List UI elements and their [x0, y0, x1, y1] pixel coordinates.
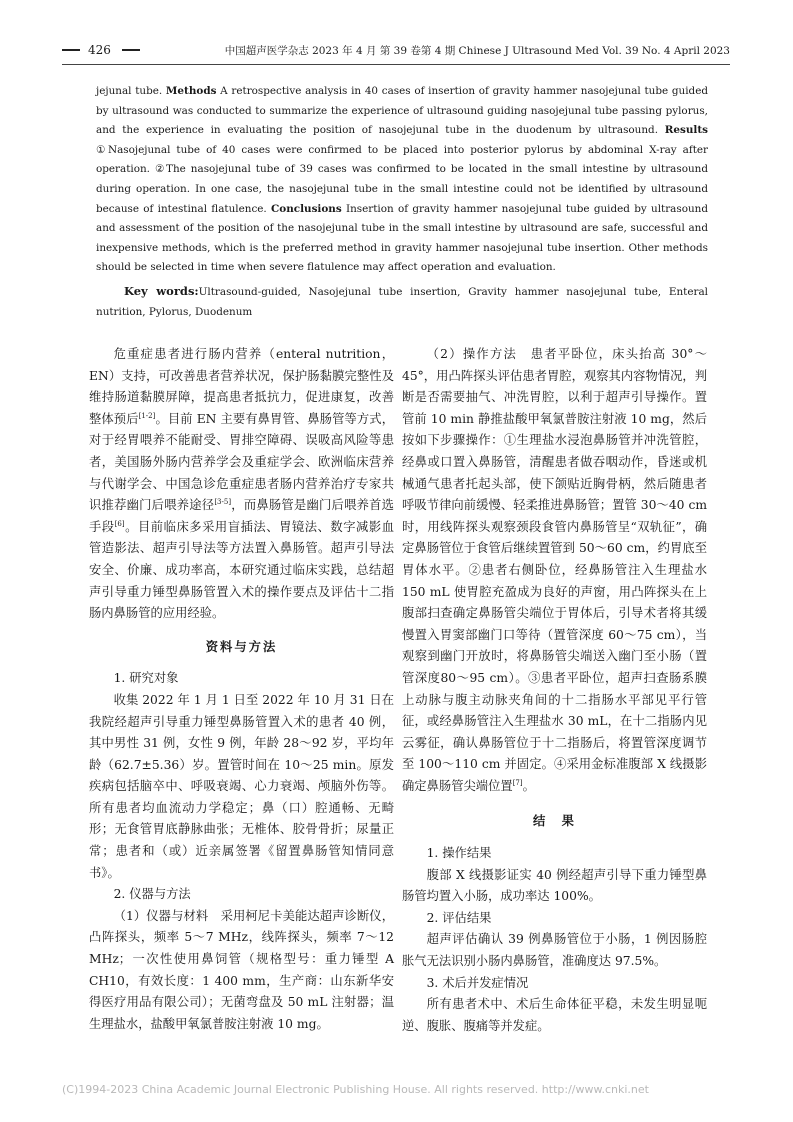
results-text: ①Nasojejunal tube of 40 cases were confirmed to be placed into posterior pylorus by abdominal X-ray after operation. ②The nasojejunal tube of 39 cases was confirmed to be located in the small intestine by ultrasound during operation. In one case, the nasojejunal tube in the small intestine could not be identified by ultrasound because of intestinal flatulence. [96, 143, 708, 215]
citation-3-5: [3-5] [214, 498, 232, 507]
subheading-subjects: 1. 研究对象 [113, 671, 179, 686]
subheading-instruments: 2. 仪器与方法 [113, 887, 191, 902]
header-dash-left [62, 49, 80, 51]
operation-results-paragraph: 腹部 X 线摄影证实 40 例经超声引导下重力锤型鼻肠管均置入小肠，成功率达 100%。 [402, 867, 707, 904]
procedure-paragraph [402, 344, 707, 797]
methods-text: A retrospective analysis in 40 cases of insertion of gravity hammer nasojejunal tube guided by ultrasound was conducted to summarize the experience of ultrasound guiding nasojejunal tube passing pylorus, and the experience in evaluating the position of nasojejunal tube in the duodenum by ultrasound. [96, 85, 708, 137]
conclusions-text: Insertion of gravity hammer nasojejunal tube guided by ultrasound and assessment of the position of the nasojejunal tube in the small intestine by ultrasound are safe, successful and inexpensive methods, which is the preferred method in gravity hammer nasojejunal tube insertion. Other methods should be selected in time when severe flatulence may affect operation and evaluation. [96, 202, 708, 274]
procedure-end: 。 [522, 778, 535, 793]
evaluation-results-paragraph: 超声评估确认 39 例鼻肠管位于小肠，1 例因肠腔胀气无法识别小肠内鼻肠管，准确度达 97.5%。 [402, 932, 707, 969]
intro-text-c: ，而鼻肠管是幽门后喂养首选手段 [89, 498, 394, 534]
conclusions-label: Conclusions [271, 202, 342, 215]
citation-1-2: [1-2] [138, 411, 156, 420]
procedure-text: （2）操作方法 患者平卧位，床头抬高 30°～45°，用凸阵探头评估患者胃腔，观察其内容物情况，判断是否需要抽气、冲洗胃腔，以利于超声引导操作。置管前 10 min 静推盐酸甲氧氯普胺注射液 10 mg，然后按如下步骤操作：①生理盐水浸泡鼻肠管并冲洗管腔，经鼻或口置入鼻肠管，清醒患者做吞咽动作，昏迷或机械通气患者托起头部，使下颌贴近胸骨柄，然后随患者呼吸节律向前缓慢、轻柔推进鼻肠管；置管 30～40 cm 时，用线阵探头观察颈段食管内鼻肠管呈“双轨征”，确定鼻肠管位于食管后继续置管到 50～60 cm，约胃底至胃体水平。②患者右侧卧位，经鼻肠管注入生理盐水 150 mL 使胃腔充盈成为良好的声窗，用凸阵探头在上腹部扫查确定鼻肠管尖端位于胃体后，引导术者将其缓慢置入胃窦部幽门口等待（置管深度 60～75 cm），当观察到幽门开放时，将鼻肠管尖端送入幽门至小肠（置管深度80～95 cm）。③患者平卧位，超声扫查肠系膜上动脉与腹主动脉夹角间的十二指肠水平部见平行管征，或经鼻肠管注入生理盐水 30 mL，在十二指肠内见云雾征，确认鼻肠管位于十二指肠后，将置管深度调节至 100～110 cm 并固定。④采用金标准腹部 X 线摄影确定鼻肠管尖端位置 [402, 347, 707, 793]
subheading-evaluation-results: 2. 评估结果 [426, 910, 492, 925]
subheading-complications: 3. 术后并发症情况 [426, 975, 529, 990]
left-column [89, 344, 394, 1035]
copyright-footer: (C)1994-2023 China Academic Journal Electronic Publishing House. All rights reserved. http://www.cnki.net [62, 1083, 649, 1096]
section-title-results: 结 果 [533, 814, 576, 829]
subheading-operation-results: 1. 操作结果 [426, 846, 492, 861]
complications-paragraph: 所有患者术中、术后生命体征平稳，未发生明显呃逆、腹胀、腹痛等并发症。 [402, 997, 707, 1033]
right-column [402, 344, 707, 1037]
keywords-label: Key words: [124, 283, 199, 298]
keywords [96, 282, 708, 322]
journal-line: 中国超声医学杂志 2023 年 4 月 第 39 卷第 4 期 Chinese J Ultrasound Med Vol. 39 No. 4 April 2023 [224, 45, 730, 57]
keywords-text: Ultrasound-guided, Nasojejunal tube insertion, Gravity hammer nasojejunal tube, Enteral nutrition, Pylorus, Duodenum [96, 285, 708, 318]
results-label: Results [664, 124, 708, 137]
page-header [62, 43, 730, 63]
header-dash-right [122, 49, 140, 51]
introduction-paragraph [89, 344, 394, 625]
abstract-lead: jejunal tube. [96, 85, 163, 97]
intro-text-d: 。目前临床多采用盲插法、胃镜法、数字减影血管造影法、超声引导法等方法置入鼻肠管。超声引导法安全、价廉、成功率高，本研究通过临床实践，总结超声引导重力锤型鼻肠管置入术的操作要点及评估十二指肠内鼻肠管的应用经验。 [89, 519, 394, 621]
intro-text-b: 。目前 EN 主要有鼻胃管、鼻肠管等方式，对于经胃喂养不能耐受、胃排空障碍、误吸高风险等患者，美国肠外肠内营养学会及重症学会、欧洲临床营养与代谢学会、中国急诊危重症患者肠内营养治疗专家共识推荐幽门后喂养途径 [89, 411, 394, 513]
instruments-paragraph: （1）仪器与材料 采用柯尼卡美能达超声诊断仪，凸阵探头，频率 5～7 MHz，线阵探头，频率 7～12 MHz；一次性使用鼻饲管（规格型号：重力锤型 A CH10，有效长度：1 400 mm，生产商：山东新华安得医疗用品有限公司）；无菌弯盘及 50 mL 注射器；温生理盐水，盐酸甲氧氯普胺注射液 10 mg。 [89, 908, 394, 1031]
methods-label: Methods [165, 85, 217, 97]
citation-7: [7] [512, 778, 523, 787]
english-abstract [96, 82, 708, 322]
subjects-paragraph: 收集 2022 年 1 月 1 日至 2022 年 10 月 31 日在我院经超声引导重力锤型鼻肠管置入术的患者 40 例，其中男性 31 例，女性 9 例，年龄 28～92 岁，平均年龄（62.7±5.36）岁。置管时间在 10～25 min。原发疾病包括脑卒中、呼吸衰竭、心力衰竭、颅脑外伤等。所有患者均血流动力学稳定；鼻（口）腔通畅、无畸形；无食管胃底静脉曲张；无椎体、胶骨骨折；尿量正常；患者和（或）近亲属签署《留置鼻肠管知情同意书》。 [89, 692, 394, 880]
header-rule [62, 64, 730, 65]
intro-text-a: 危重症患者进行肠内营养（enteral nutrition，EN）支持，可改善患者营养状况，保护肠黏膜完整性及维持肠道黏膜屏障，提高患者抵抗力，促进康复，改善整体预后 [89, 347, 394, 426]
abstract-body [96, 82, 708, 278]
page-number: 426 [88, 43, 111, 57]
citation-6: [6] [114, 519, 125, 528]
section-title-methods: 资料与方法 [205, 639, 278, 654]
